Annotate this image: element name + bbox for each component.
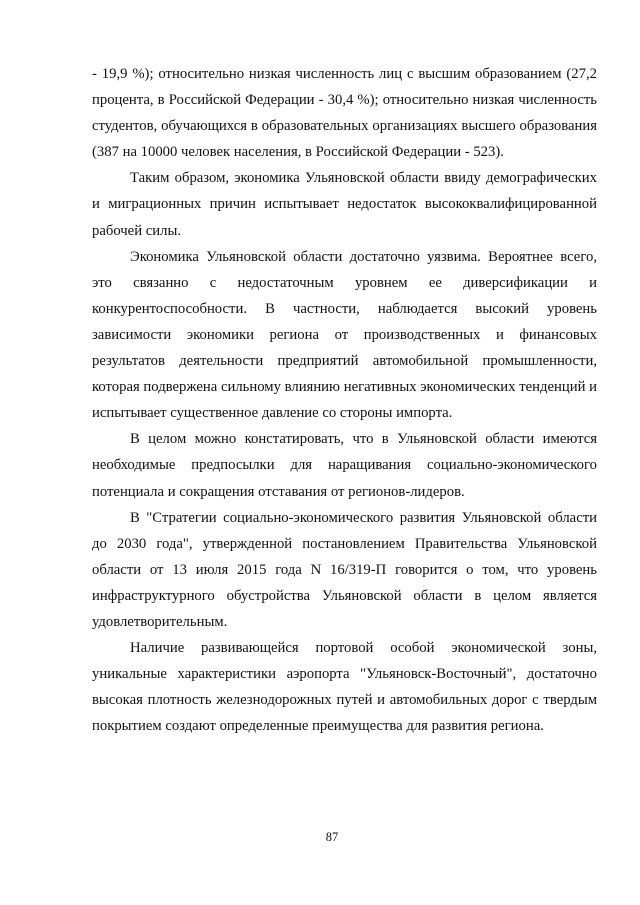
- paragraph-2: Таким образом, экономика Ульяновской области ввиду демографических и миграционных причин испытывает недостаток высококвалифицированной рабочей силы.: [92, 170, 597, 239]
- paragraph-4: В целом можно констатировать, что в Ульяновской области имеются необходимые предпосылки для наращивания социально-экономического потенциала и сокращения отставания от регионов-лидеров.: [92, 431, 597, 500]
- paragraph-1: - 19,9 %); относительно низкая численность лиц с высшим образованием (27,2 процента, в Российской Федерации - 30,4 %); относительно низкая численность студентов, обучающихся в образовательных организациях высшего образования (387 на 10000 человек населения, в Российской Федерации - 523).: [92, 66, 597, 161]
- paragraph-6: Наличие развивающейся портовой особой экономической зоны, уникальные характеристики аэропорта "Ульяновск-Восточный", достаточно высокая плотность железнодорожных путей и автомобильных дорог с твердым покрытием создают определенные преимущества для развития региона.: [92, 640, 597, 735]
- paragraph-5: В "Стратегии социально-экономического развития Ульяновской области до 2030 года", утвержденной постановлением Правительства Ульяновской области от 13 июля 2015 года N 16/319-П говорится о том, что уровень инфраструктурного обустройства Ульяновской области в целом является удовлетворительным.: [92, 509, 597, 630]
- page-number: 87: [325, 830, 339, 844]
- paragraph-3: Экономика Ульяновской области достаточно уязвима. Вероятнее всего, это связанно с недостаточным уровнем ее диверсификации и конкурентоспособности. В частности, наблюдается высокий уровень зависимости экономики региона от производственных и финансовых результатов деятельности предприятий автомобильной промышленности, которая подвержена сильному влиянию негативных экономических тенденций и испытывает существенное давление со стороны импорта.: [92, 248, 597, 422]
- document-body: [92, 61, 597, 739]
